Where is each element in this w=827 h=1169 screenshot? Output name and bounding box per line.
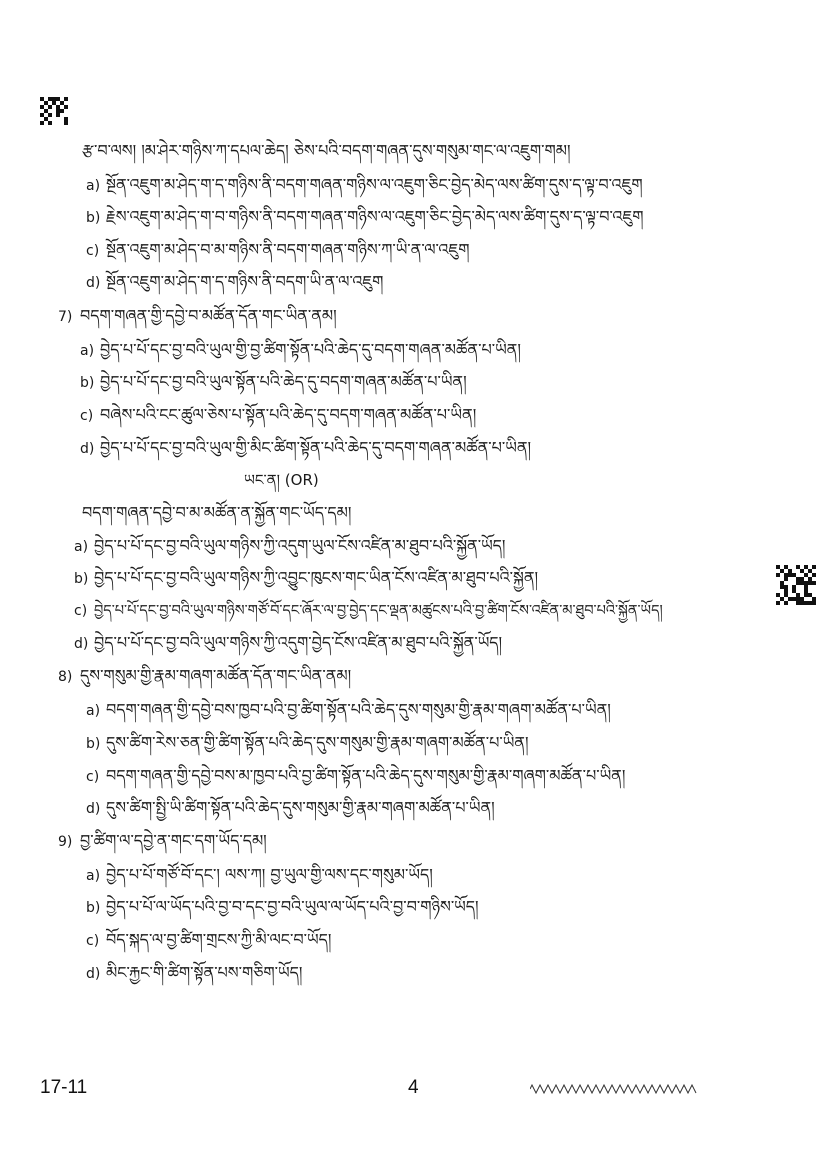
- page-number: 4: [408, 1077, 419, 1098]
- q6-option-d: [86, 271, 383, 294]
- option-letter: b): [86, 210, 101, 226]
- q7-option-a: [80, 339, 521, 362]
- q7-alt-option-b: [74, 567, 538, 590]
- q7-option-b: [80, 371, 467, 394]
- signature-wave-line: [530, 1082, 700, 1096]
- option-text: སྔོན་འཇུག་མ་ཤེད་བ་མ་གཉིས་ནི་བདག་གཞན་གཉིས་ཀ་ཡི་ན་ལ་འཇུག: [106, 240, 470, 259]
- option-text: བཞེས་པའི་ངང་ཚུལ་ཅེས་པ་སྟོན་པའི་ཆེད་དུ་བདག་གཞན་མཚོན་པ་ཡིན།: [100, 405, 477, 424]
- option-text: མིང་རྐྱང་གི་ཚིག་སྟོན་པས་གཅིག་ཡོད།: [106, 963, 303, 982]
- question-text: བདག་གཞན་གྱི་དབྱེ་བ་མཚོན་དོན་གང་ཡིན་ནམ།: [80, 306, 337, 325]
- q8-question: [58, 665, 351, 688]
- option-letter: d): [86, 966, 101, 982]
- q9-option-c: [86, 929, 331, 952]
- q6-option-b: [86, 206, 643, 229]
- option-letter: b): [74, 571, 89, 587]
- option-text: བྱེད་པ་པོ་དང་བྱ་བའི་ཡུལ་གཉིས་གཙོ་བོ་དང་ཞོར་ལ་བྱ་བྱེད་དང་ལྡན་མཚུངས་པའི་བྱ་ཚིག་ངོས་འཛིན་མ་ཐུབ་པའི་སྐྱོན་ཡོད།: [94, 603, 663, 619]
- option-letter: b): [86, 900, 101, 916]
- question-number: 7): [58, 309, 73, 325]
- q9-option-b: [86, 896, 479, 919]
- q7-option-d: [80, 437, 531, 460]
- option-text: བྱེད་པ་པོ་དང་བྱ་བའི་ཡུལ་གྱི་མིང་ཚིག་སྟོན་པའི་ཆེད་དུ་བདག་གཞན་མཚོན་པ་ཡིན།: [100, 438, 532, 457]
- q6-option-a: [86, 174, 643, 197]
- q9-option-d: [86, 962, 302, 985]
- option-letter: a): [86, 868, 101, 884]
- q7-question: [58, 305, 337, 328]
- option-letter: b): [80, 375, 95, 391]
- qr-code-right: [776, 565, 816, 605]
- option-letter: d): [74, 636, 89, 652]
- paper-code: 17-11: [40, 1077, 88, 1098]
- option-text: རྗེས་འཇུག་མ་ཤེད་ག་བ་གཉིས་ནི་བདག་གཞན་གཉིས་ལ་འཇུག་ཅིང་བྱེད་མེད་ལས་ཚིག་དུས་ད་ལྟ་བ་འཇུག: [106, 207, 644, 226]
- option-text: བདག་གཞན་གྱི་དབྱེ་བས་ཁྱབ་པའི་བྱ་ཚིག་སྟོན་པའི་ཆེད་དུས་གསུམ་གྱི་རྣམ་གཞག་མཚོན་པ་ཡིན།: [106, 700, 611, 719]
- qr-code-top-left: [40, 97, 68, 125]
- option-text: དུས་ཚིག་སྤྱི་ཡི་ཚིག་སྟོན་པའི་ཆེད་དུས་གསུམ་གྱི་རྣམ་གཞག་མཚོན་པ་ཡིན།: [106, 798, 495, 817]
- option-letter: c): [86, 243, 100, 259]
- option-text: བོད་སྐད་ལ་བྱ་ཚིག་གྲངས་ཀྱི་མི་ལང་བ་ཡོད།: [106, 930, 332, 949]
- q7-alt-question: བདག་གཞན་དབྱེ་བ་མ་མཚོན་ན་སྐྱོན་གང་ཡོད་དམ།: [82, 503, 352, 522]
- q9-option-a: [86, 864, 433, 887]
- option-text: སྔོན་འཇུག་མ་ཤེད་ག་ད་གཉིས་ནི་བདག་ཡི་ན་ལ་འཇུག: [106, 272, 384, 291]
- option-letter: c): [74, 603, 88, 619]
- option-letter: c): [86, 769, 100, 785]
- option-text: བྱེད་པ་པོ་དང་བྱ་བའི་ཡུལ་གཉིས་ཀྱི་འདུག་བྱེད་ངོས་འཛིན་མ་ཐུབ་པའི་སྐྱོན་ཡོད།: [94, 633, 503, 652]
- q8-option-b: [86, 732, 529, 755]
- option-letter: c): [80, 408, 94, 424]
- q8-option-a: [86, 699, 611, 722]
- q8-option-c: [86, 765, 625, 788]
- question-number: 9): [58, 834, 73, 850]
- q7-option-c: [80, 404, 476, 427]
- q8-option-d: [86, 797, 495, 820]
- option-letter: d): [86, 275, 101, 291]
- q7-alt-option-d: [74, 632, 502, 655]
- option-text: བྱེད་པ་པོ་དང་བྱ་བའི་ཡུལ་གཉིས་ཀྱི་འདུག་ཡུལ་ངོས་འཛིན་མ་ཐུབ་པའི་སྐྱོན་ཡོད།: [94, 536, 506, 555]
- question-number: 8): [58, 669, 73, 685]
- q6-intro: རྩ་བ་ལས། །མ་ཤེར་གཉིས་ཀ་དཔལ་ཆེད། ཅེས་པའི་བདག་གཞན་དུས་གསུམ་གང་ལ་འཇུག་གམ།: [82, 141, 571, 160]
- option-letter: a): [86, 178, 101, 194]
- q7-alt-option-c: [74, 600, 663, 622]
- option-text: བྱེད་པ་པོ་གཙོ་བོ་དང་། ལས་ཀ། བྱ་ཡུལ་གྱི་ལས་དང་གསུམ་ཡོད།: [106, 865, 433, 884]
- question-text: དུས་གསུམ་གྱི་རྣམ་གཞག་མཚོན་དོན་གང་ཡིན་ནམ།: [80, 666, 352, 685]
- option-text: བདག་གཞན་གྱི་དབྱེ་བས་མ་ཁྱབ་པའི་བྱ་ཚིག་སྟོན་པའི་ཆེད་དུས་གསུམ་གྱི་རྣམ་གཞག་མཚོན་པ་ཡིན།: [106, 766, 626, 785]
- option-letter: b): [86, 736, 101, 752]
- option-letter: a): [86, 703, 101, 719]
- q6-option-c: [86, 239, 470, 262]
- option-text: དུས་ཚིག་རེས་ཅན་གྱི་ཚིག་སྟོན་པའི་ཆེད་དུས་གསུམ་གྱི་རྣམ་གཞག་མཚོན་པ་ཡིན།: [106, 733, 529, 752]
- option-text: བྱེད་པ་པོ་དང་བྱ་བའི་ཡུལ་གཉིས་ཀྱི་འབྱུང་ཁུངས་གང་ཡིན་ངོས་འཛིན་མ་ཐུབ་པའི་སྐྱོན།: [94, 568, 539, 587]
- or-label: ཡང་ན། (OR): [244, 471, 319, 489]
- option-letter: d): [80, 441, 95, 457]
- q9-question: [58, 830, 267, 853]
- option-text: སྔོན་འཇུག་མ་ཤེད་ག་ད་གཉིས་ནི་བདག་གཞན་གཉིས་ལ་འཇུག་ཅིང་བྱེད་མེད་ལས་ཚིག་དུས་ད་ལྟ་བ་འཇུག: [106, 175, 643, 194]
- option-text: བྱེད་པ་པོ་དང་བྱ་བའི་ཡུལ་གྱི་བྱ་ཚིག་སྟོན་པའི་ཆེད་དུ་བདག་གཞན་མཚོན་པ་ཡིན།: [100, 340, 521, 359]
- option-letter: c): [86, 933, 100, 949]
- option-text: བྱེད་པ་པོ་དང་བྱ་བའི་ཡུལ་སྟོན་པའི་ཆེད་དུ་བདག་གཞན་མཚོན་པ་ཡིན།: [100, 372, 467, 391]
- q7-alt-option-a: [74, 535, 506, 558]
- option-text: བྱེད་པ་པོ་ལ་ཡོད་པའི་བྱ་བ་དང་བྱ་བའི་ཡུལ་ལ་ཡོད་པའི་བྱ་བ་གཉིས་ཡོད།: [106, 897, 479, 916]
- option-letter: a): [80, 343, 95, 359]
- option-letter: d): [86, 801, 101, 817]
- option-letter: a): [74, 539, 89, 555]
- question-text: བྱ་ཚིག་ལ་དབྱེ་ན་གང་དག་ཡོད་དམ།: [80, 831, 267, 850]
